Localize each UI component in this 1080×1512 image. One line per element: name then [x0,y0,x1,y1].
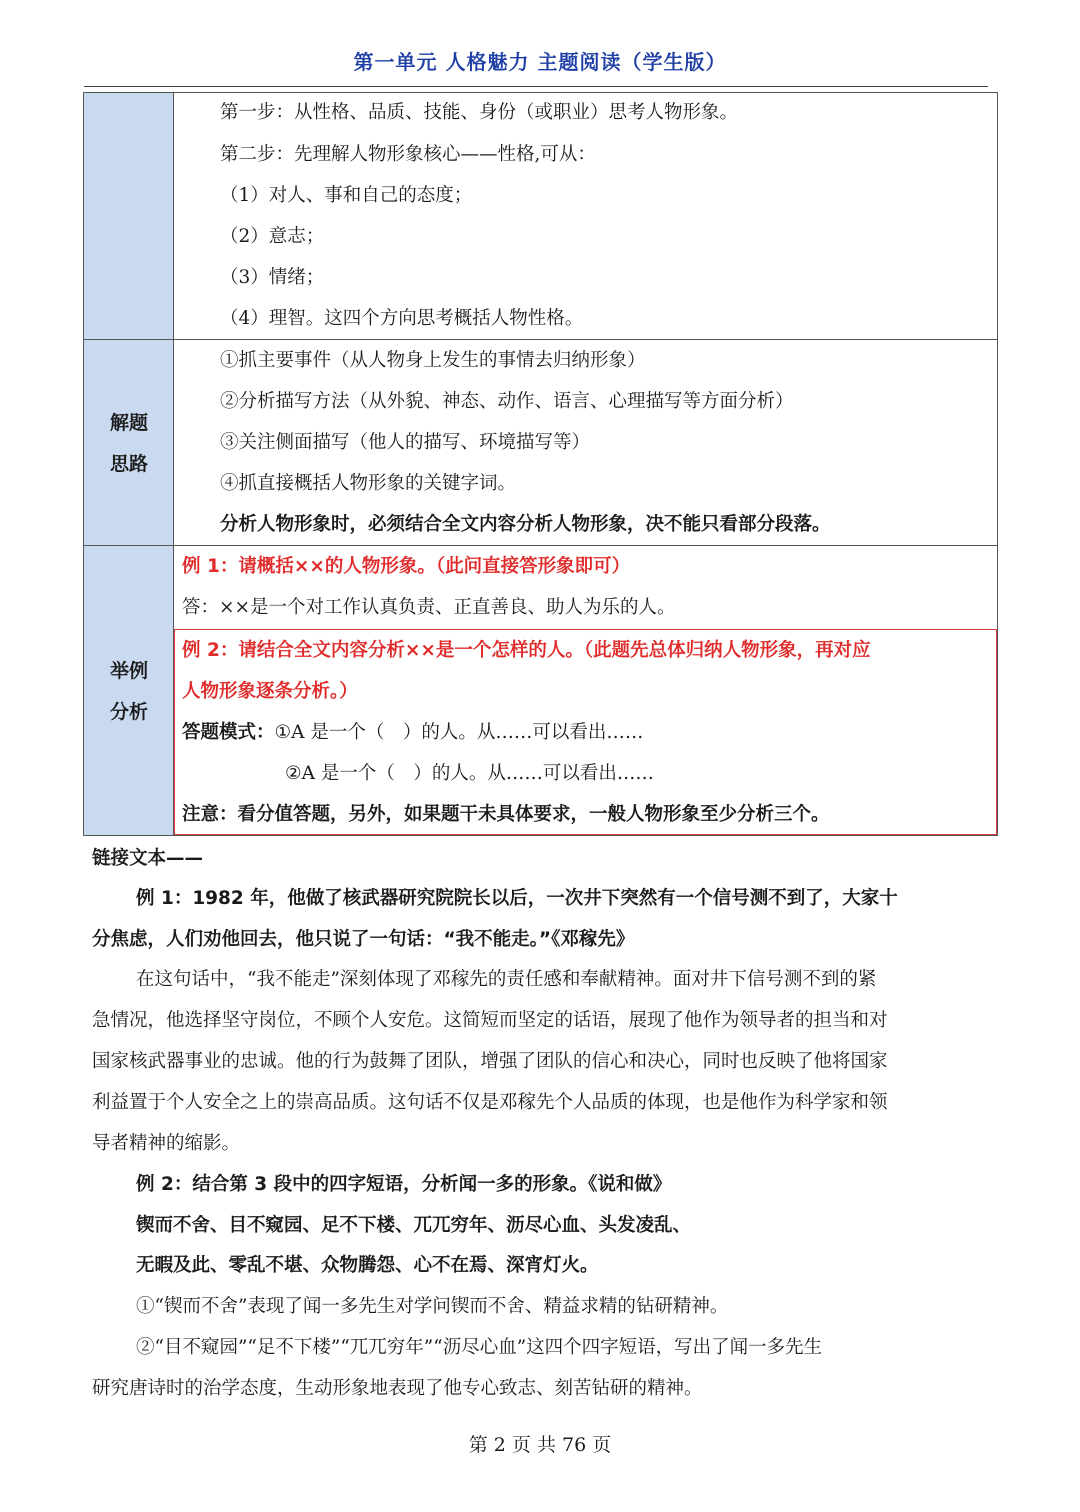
ex1-question-line2: 分焦虑，人们劝他回去，他只说了一句话：“我不能走。”《邓稼先》 [92,929,635,950]
row1-line-1: 第一步：从性格、品质、技能、身份（或职业）思考人物形象。 [220,102,739,123]
row-separator [84,339,997,340]
ex2-phrases-line2: 无暇及此、零乱不堪、众物腾怨、心不在焉、深宵灯火。 [136,1255,599,1276]
row2-line-2: ②分析描写方法（从外貌、神态、动作、语言、心理描写等方面分析） [220,391,794,412]
row-separator-hidden [174,629,997,630]
page-number: 第 2 页 共 76 页 [468,1434,612,1456]
answer-template-label: 答题模式： [182,722,275,743]
row2-line-1: ①抓主要事件（从人物身上发生的事情去归纳形象） [220,350,646,371]
example1-question: 例 1：请概括××的人物形象。（此问直接答形象即可） [182,556,631,577]
example2-question-line2: 人物形象逐条分析。） [182,681,358,702]
ex1-body-line: 急情况，他选择坚守岗位，不顾个人安危。这简短而坚定的话语，展现了他作为领导者的担当和对 [92,1010,888,1031]
ex1-body-line: 在这句话中，“我不能走”深刻体现了邓稼先的责任感和奉献精神。面对井下信号测不到的紧 [136,969,877,990]
ex1-body-line: 导者精神的缩影。 [92,1133,241,1154]
row2-label-line1: 解题 [109,412,148,434]
ex2-question: 例 2：结合第 3 段中的四字短语，分析闻一多的形象。《说和做》 [136,1174,672,1195]
ex2-phrases-line1: 锲而不舍、目不窥园、足不下楼、兀兀穷年、沥尽心血、头发凌乱、 [136,1215,692,1236]
row2-line-4: ④抓直接概括人物形象的关键字词。 [220,473,517,494]
row1-line-3: （1）对人、事和自己的态度； [220,185,473,206]
ex2-body-line: 研究唐诗时的治学态度，生动形象地表现了他专心致志、刻苦钻研的精神。 [92,1378,703,1399]
answer-template-text-1: ①A 是一个（ ）的人。从……可以看出…… [274,722,644,743]
ex2-body-line: ②“目不窥园”“足不下楼”“兀兀穷年”“沥尽心血”这四个四字短语，写出了闻一多先生 [136,1337,823,1358]
answer-template-1 [182,721,643,745]
row3-label-line1: 举例 [109,660,148,682]
linked-text-heading: 链接文本—— [92,848,204,869]
row-separator [84,545,997,546]
row1-line-6: （4）理智。这四个方向思考概括人物性格。 [220,308,584,329]
row2-line-3: ③关注侧面描写（他人的描写、环境描写等） [220,432,591,453]
ex1-question-line1: 例 1：1982 年，他做了核武器研究院院长以后，一次井下突然有一个信号测不到了，大家十 [136,888,898,909]
example1-answer: 答：××是一个对工作认真负责、正直善良、助人为乐的人。 [182,597,676,618]
row3-label-line2: 分析 [109,701,148,723]
answer-template-2: ②A 是一个（ ）的人。从……可以看出…… [285,763,654,784]
ex1-body-line: 国家核武器事业的忠诚。他的行为鼓舞了团队，增强了团队的信心和决心，同时也反映了他将国家 [92,1051,888,1072]
row3-note: 注意：看分值答题，另外，如果题干未具体要求，一般人物形象至少分析三个。 [182,804,830,825]
row1-line-4: （2）意志； [220,226,325,247]
row2-note: 分析人物形象时，必须结合全文内容分析人物形象，决不能只看部分段落。 [220,514,831,535]
example2-question-line1: 例 2：请结合全文内容分析××是一个怎样的人。（此题先总体归纳人物形象，再对应 [182,640,871,661]
row1-line-5: （3）情绪； [220,267,325,288]
ex2-body-line: ①“锲而不舍”表现了闻一多先生对学问锲而不舍、精益求精的钻研精神。 [136,1296,729,1317]
header-rule [84,86,988,87]
method-table [83,92,998,836]
ex1-body-line: 利益置于个人安全之上的崇高品质。这句话不仅是邓稼先个人品质的体现，也是他作为科学家和领 [92,1092,888,1113]
row1-line-2: 第二步：先理解人物形象核心——性格,可从： [220,144,596,165]
row2-label-line2: 思路 [109,453,148,475]
page-header-title: 第一单元 人格魅力 主题阅读（学生版） [353,50,727,74]
